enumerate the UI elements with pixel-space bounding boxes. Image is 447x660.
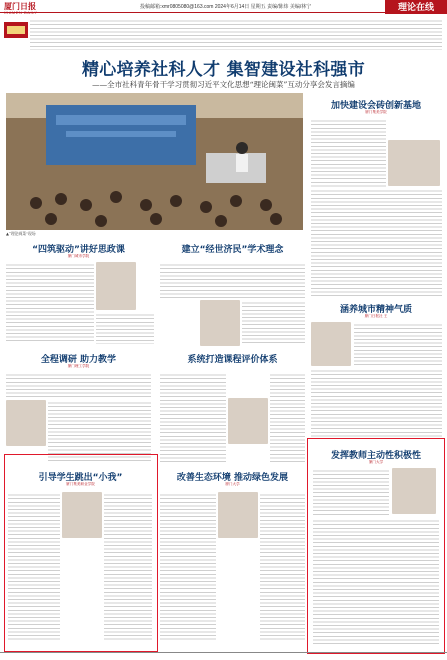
article-title-6: 全程调研 助力教学 <box>40 355 117 365</box>
author-photo <box>218 492 258 538</box>
article-body-6 <box>6 372 151 398</box>
article-byline-9: 厦门大学 <box>225 482 240 486</box>
newspaper-logo: 厦门日报 <box>4 2 36 11</box>
article-byline-4: 厦门城市学院 <box>67 254 90 258</box>
article-body-8 <box>8 492 60 642</box>
article-title-4: “四筑驱动”讲好思政课 <box>32 245 125 255</box>
author-photo <box>388 140 440 186</box>
author-photo <box>6 400 46 446</box>
author-photo <box>311 322 351 366</box>
author-photo <box>392 468 436 514</box>
article-title-8: 引导学生跳出“小我” <box>38 473 123 483</box>
article-byline-3: 厦门大学 <box>368 460 384 464</box>
section-tag: 理论在线 <box>385 0 447 14</box>
article-title-1: 加快建设会砖创新基地 <box>330 101 421 111</box>
article-body-1 <box>311 118 386 188</box>
article-body-6b <box>48 400 151 462</box>
article-byline-8: 厦门集美职业学院 <box>66 482 95 486</box>
masthead-info: 投稿邮箱:xmr0805080@163.com 2024年6月14日 星期五 责编/陈炜 美编/林宁 <box>140 4 312 10</box>
article-byline-1: 厦门集美学院 <box>365 110 387 114</box>
article-body-7b <box>270 372 305 462</box>
article-body-2 <box>354 322 442 366</box>
article-body-3b <box>313 518 439 646</box>
article-body-4 <box>6 262 94 344</box>
article-body-2b <box>311 368 442 438</box>
article-body-4b <box>96 312 154 344</box>
article-body-8b <box>104 492 152 642</box>
hero-photo <box>6 93 303 230</box>
article-title-2: 涵养城市精神气质 <box>339 305 412 315</box>
author-photo <box>62 492 102 538</box>
article-byline-2: 厦门日报社 王 <box>364 314 388 318</box>
article-body-9 <box>160 492 216 642</box>
article-body-9b <box>260 492 305 642</box>
article-byline-6: 厦门理工学院 <box>67 364 90 368</box>
article-title-3: 发挥教师主动性积极性 <box>330 451 421 461</box>
page-subtitle: ——全市社科青年骨干学习贯彻习近平文化思想“理论闽菜”互动分享会发言摘编 <box>92 80 355 89</box>
article-title-9: 改善生态环境 推动绿色发展 <box>176 473 289 483</box>
hero-caption: ▲“理论闽菜”现场 <box>6 231 36 236</box>
author-photo <box>228 398 268 444</box>
article-body-5 <box>160 262 305 298</box>
article-body-3 <box>313 468 389 516</box>
author-photo <box>96 262 136 310</box>
intro-badge-icon <box>4 22 28 38</box>
page-title: 精心培养社科人才 集智建设社科强市 <box>81 60 366 80</box>
intro-text <box>30 18 442 50</box>
author-photo <box>200 300 240 346</box>
article-body-7 <box>160 372 226 462</box>
article-title-7: 系统打造课程评价体系 <box>187 355 278 365</box>
article-body-5b <box>242 300 305 344</box>
newspaper-logo-en: XIAMEN DAILY <box>4 10 38 15</box>
article-title-5: 建立“经世济民”学术理念 <box>181 245 284 255</box>
article-body-1b <box>311 188 442 298</box>
